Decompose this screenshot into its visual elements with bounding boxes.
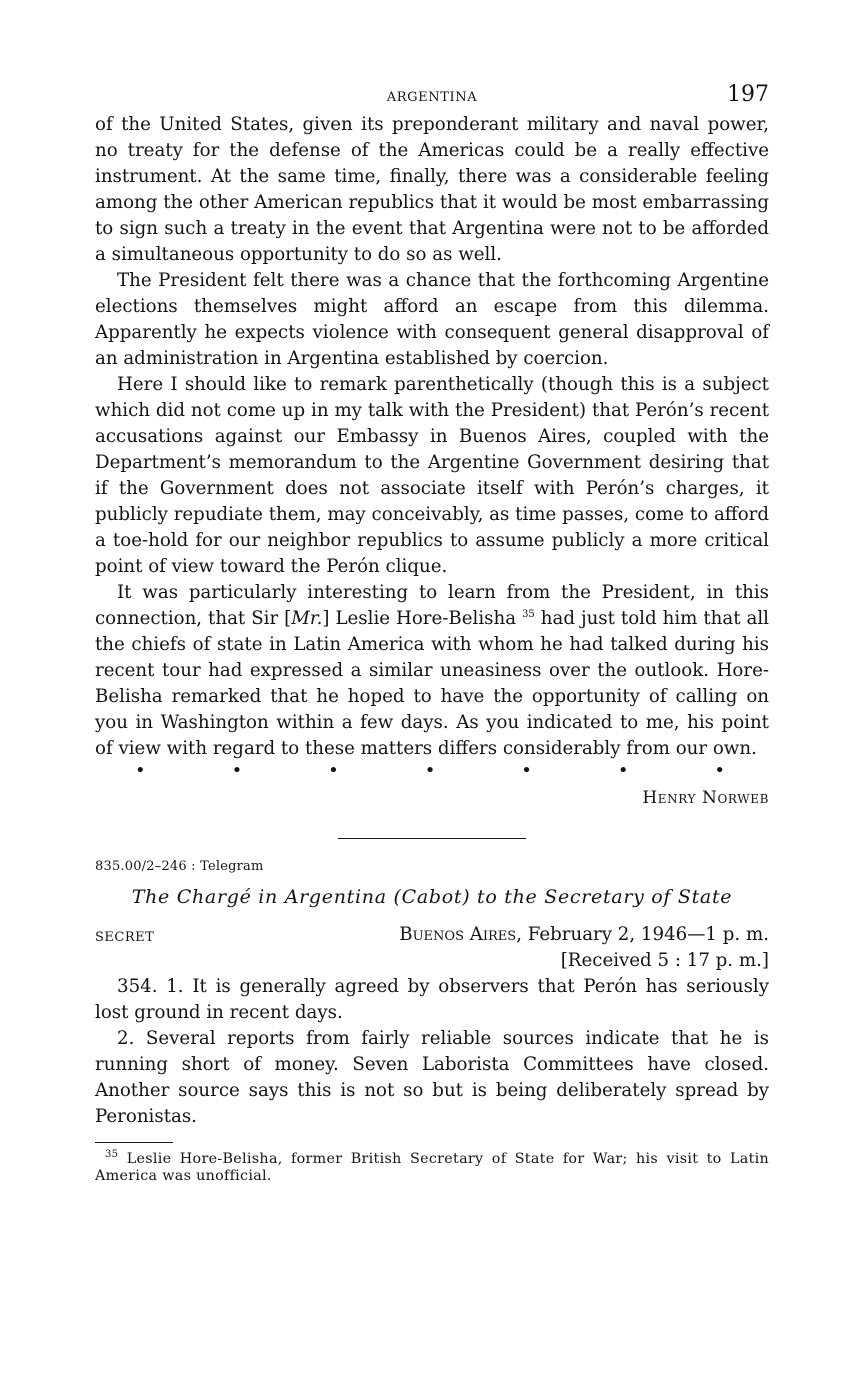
telegram-paragraph-2: 2. Several reports from fairly reliable sources indicate that he is running short of money. Seven Laborista Committees have closed. Another source says this is not so but is being deliberately spread by Peronistas.	[95, 1028, 769, 1127]
paragraph-4-start: It was particularly interesting to learn from the President, in this connection, that Sir [	[95, 582, 769, 629]
footnote	[95, 1151, 769, 1185]
dateline-place: Buenos Aires	[399, 924, 517, 945]
footnote-text: Leslie Hore-Belisha, former British Secretary of State for War; his visit to Latin America was unofficial.	[95, 1151, 769, 1184]
received-time: [Received 5 : 17 p. m.]	[560, 950, 769, 971]
paragraph-4-rest: had just told him that all the chiefs of state in Latin America with whom he had talked during his recent tour had expressed a similar uneasiness over the outlook. Hore-Belisha remarked that he hoped to have the opportunity of calling on you in Washington within a few days. As you indicated to me, his point of view with regard to these matters differs considerably from our own.	[95, 608, 770, 759]
document-page	[95, 82, 769, 1185]
footnote-reference[interactable]: 35	[522, 608, 535, 620]
signature: Henry Norweb	[642, 788, 769, 808]
omission-dot: •	[231, 760, 243, 781]
running-title: ARGENTINA	[386, 90, 478, 105]
classification-label: SECRET	[95, 930, 155, 945]
editorial-insert: Mr.	[291, 608, 323, 629]
footnote-divider	[95, 1142, 173, 1143]
telegram-body	[95, 974, 769, 1130]
letter-body	[95, 112, 769, 762]
dateline-row	[95, 922, 769, 974]
page-header	[95, 82, 769, 112]
footnote-mark: 35	[105, 1149, 119, 1161]
page-number: 197	[727, 82, 769, 107]
dateline-sent	[399, 922, 769, 948]
omission-dot: •	[714, 760, 725, 781]
paragraph-2: The President felt there was a chance that the forthcoming Argentine elections themselves might afford an escape from this dilemma. Apparently he expects violence with consequent general disapproval of an administration in Argentina established by coercion.	[95, 270, 769, 369]
omission-dot: •	[521, 760, 532, 781]
paragraph-3: Here I should like to remark parenthetically (though this is a subject which did not come up in my talk with the President) that Perón’s recent accusations against our Embassy in Buenos Aires, coupled with the Department’s memorandum to the Argentine Government desiring that if the Government does not associate itself with Perón’s charges, it publicly repudiate them, may conceivably, as time passes, come to afford a toe-hold for our neighbor republics to assume publicly a more critical point of view toward the Perón clique.	[95, 374, 769, 577]
omission-dot: •	[424, 760, 436, 781]
dateline	[399, 922, 769, 974]
omission-dots	[95, 760, 769, 784]
paragraph-1: of the United States, given its preponderant military and naval power, no treaty for the defense of the Americas could be a really effective instrument. At the same time, finally, there was a considerable feeling among the other American republics that it would be most embarrassing to sign such a treaty in the event that Argentina were not to be afforded a simultaneous opportunity to do so as well.	[95, 114, 769, 265]
omission-dot: •	[328, 760, 339, 781]
dateline-date: , February 2, 1946—1 p. m.	[516, 924, 769, 945]
section-divider	[338, 838, 526, 839]
file-reference: 835.00/2–246 : Telegram	[95, 859, 264, 874]
omission-dot: •	[617, 760, 629, 781]
paragraph-4	[95, 580, 769, 762]
telegram-paragraph-1: 354. 1. It is generally agreed by observers that Perón has seriously lost ground in recent days.	[95, 976, 769, 1023]
omission-dot: •	[135, 760, 146, 781]
paragraph-4-name: ] Leslie Hore-Belisha	[322, 608, 517, 629]
document-title: The Chargé in Argentina (Cabot) to the Secretary of State	[131, 886, 733, 908]
